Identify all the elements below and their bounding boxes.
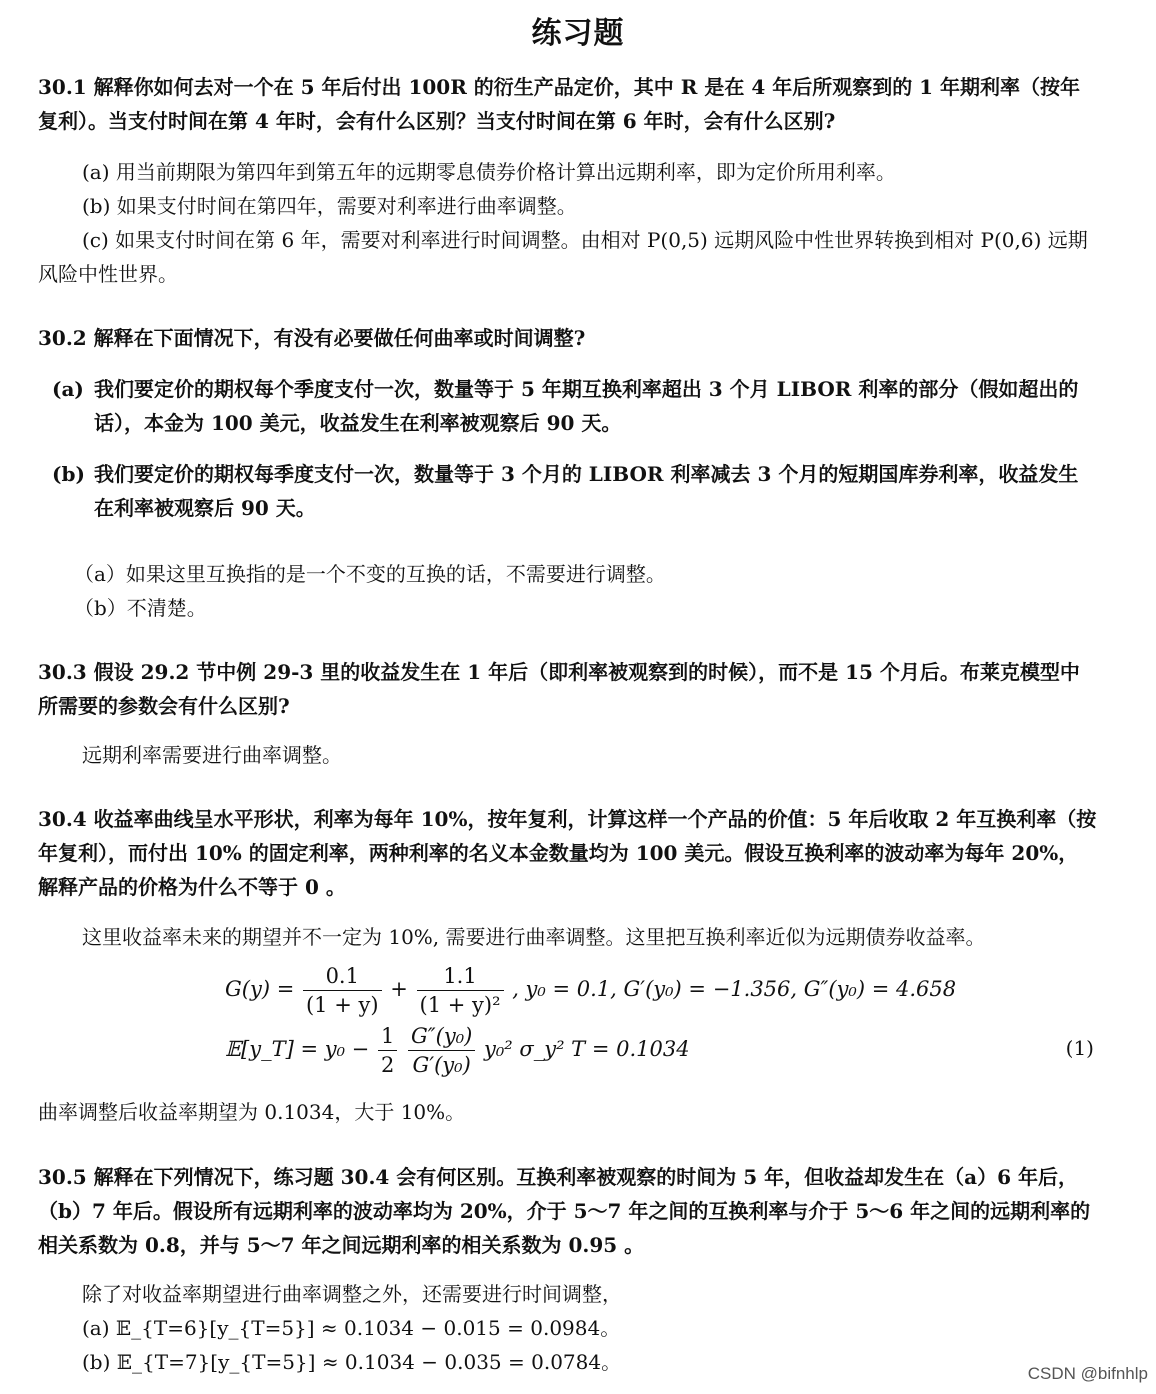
page-title: 练习题 bbox=[531, 16, 625, 51]
equation-expected-yield bbox=[225, 1022, 690, 1079]
question-30-2-item-a bbox=[52, 372, 1097, 440]
fraction: $\frac{0.1}{(1 + y)}$ bbox=[303, 962, 382, 1019]
conclusion-30-4: 曲率调整后收益率期望为 0.1034，大于 10%。 bbox=[38, 1100, 466, 1124]
fraction: $\frac{1}{2}$ bbox=[378, 1022, 397, 1079]
fraction: $\frac{\text{G″(y₀)}}{\text{G′(y₀)}}$ bbox=[408, 1022, 475, 1079]
eq-lhs: 𝔼[y_T] = y₀ − bbox=[225, 1037, 370, 1061]
answer-30-1-b: (b) 如果支付时间在第四年，需要对利率进行曲率调整。 bbox=[82, 194, 577, 218]
watermark: CSDN @bifnhlp bbox=[1027, 1364, 1148, 1383]
question-30-2-item-b bbox=[52, 457, 1097, 525]
eq-rest: , y₀ = 0.1, G′(y₀) = −1.356, G″(y₀) = 4.658 bbox=[512, 977, 957, 1001]
item-label: (b) bbox=[52, 462, 85, 486]
item-text: 我们要定价的期权每个季度支付一次，数量等于 5 年期互换利率超出 3 个月 LIBOR 利率的部分（假如超出的话），本金为 100 美元，收益发生在利率被观察后 90 天。 bbox=[94, 377, 1079, 435]
eq-rest: y₀² σ_y² T = 0.1034 bbox=[484, 1037, 690, 1061]
answer-30-5-b: (b) 𝔼_{T=7}[y_{T=5}] ≈ 0.1034 − 0.035 = 0.0784。 bbox=[82, 1350, 622, 1374]
answer-30-2-a: （a）如果这里互换指的是一个不变的互换的话，不需要进行调整。 bbox=[74, 562, 666, 586]
answer-30-2-b: （b）不清楚。 bbox=[74, 596, 207, 620]
equation-g-of-y: G(y) = $\frac{0.1}{(1 + y)}$ + $\frac{1.1}{\text{(1 + y)²}}$ , y₀ = 0.1, G′(y₀) = −1.356, G″(y₀) = 4.658 bbox=[225, 964, 957, 1017]
question-30-1: 30.1 解释你如何去对一个在 5 年后付出 100R 的衍生产品定价，其中 R 是在 4 年后所观察到的 1 年期利率（按年复利）。当支付时间在第 4 年时，会有什么区别？当支付时间在第 6 年时，会有什么区别? bbox=[38, 75, 1081, 133]
eq-lhs: G(y) = bbox=[225, 977, 295, 1001]
answer-30-5-a: (a) 𝔼_{T=6}[y_{T=5}] ≈ 0.1034 − 0.015 = 0.0984。 bbox=[82, 1316, 621, 1340]
equation-number: (1) bbox=[1065, 1036, 1094, 1060]
answer-30-1-a: (a) 用当前期限为第四年到第五年的远期零息债券价格计算出远期利率，即为定价所用利率。 bbox=[82, 160, 896, 184]
question-30-5: 30.5 解释在下列情况下，练习题 30.4 会有何区别。互换利率被观察的时间为 5 年，但收益却发生在（a）6 年后，（b）7 年后。假设所有远期利率的波动率均为 20%，介于 5～7 年之间的互换利率与介于 5～6 年之间的远期利率的相关系数为 0.8，并与 5～7 年之间远期利率的相关系数为 0.95 。 bbox=[38, 1165, 1091, 1257]
item-text: 我们要定价的期权每季度支付一次，数量等于 3 个月的 LIBOR 利率减去 3 个月的短期国库券利率，收益发生在利率被观察后 90 天。 bbox=[94, 462, 1079, 520]
fraction: $\frac{1.1}{\text{(1 + y)²}}$ bbox=[417, 962, 504, 1019]
answer-30-5: 除了对收益率期望进行曲率调整之外，还需要进行时间调整， bbox=[82, 1282, 622, 1306]
answer-30-3: 远期利率需要进行曲率调整。 bbox=[82, 743, 342, 767]
answer-30-1-c: (c) 如果支付时间在第 6 年，需要对利率进行时间调整。由相对 P(0,5) 远期风险中性世界转换到相对 P(0,6) 远期风险中性世界。 bbox=[38, 228, 1088, 286]
answer-30-4: 这里收益率未来的期望并不一定为 10%, 需要进行曲率调整。这里把互换利率近似为远期债券收益率。 bbox=[82, 925, 986, 949]
item-label: (a) bbox=[52, 377, 84, 401]
question-30-2: 30.2 解释在下面情况下，有没有必要做任何曲率或时间调整? bbox=[38, 326, 586, 350]
question-30-4: 30.4 收益率曲线呈水平形状，利率为每年 10%，按年复利，计算这样一个产品的价值：5 年后收取 2 年互换利率（按年复利），而付出 10% 的固定利率，两种利率的名义本金数量均为 100 美元。假设互换利率的波动率为每年 20%，解释产品的价格为什么不等于 0 。 bbox=[38, 807, 1097, 899]
question-30-3: 30.3 假设 29.2 节中例 29-3 里的收益发生在 1 年后（即利率被观察到的时候），而不是 15 个月后。布莱克模型中所需要的参数会有什么区别? bbox=[38, 660, 1080, 718]
